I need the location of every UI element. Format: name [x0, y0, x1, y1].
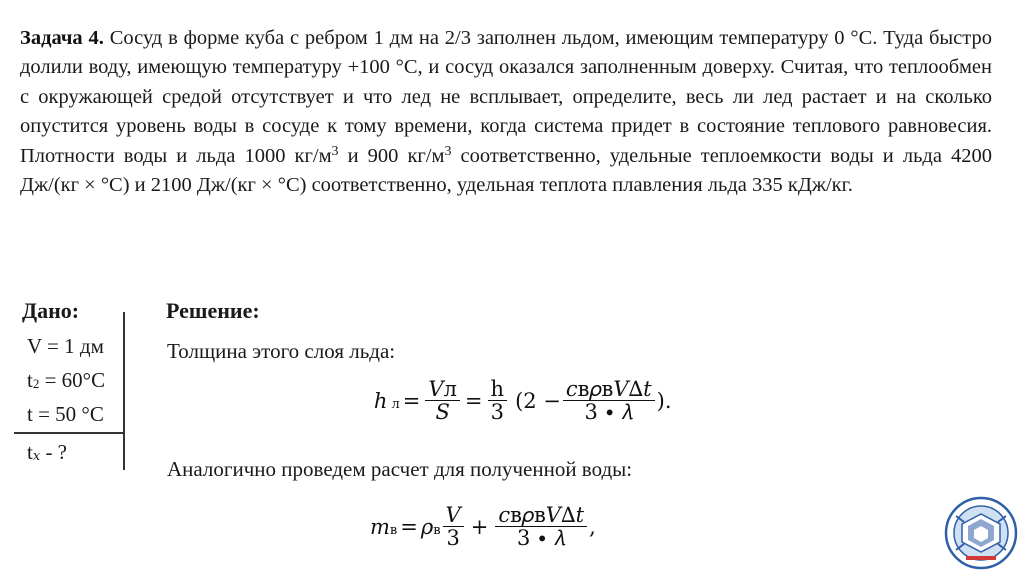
- formula-comma: ,: [589, 515, 596, 540]
- fraction-h-over-3: [488, 378, 508, 424]
- fraction-denominator: 3 ∙ 𝜆: [584, 400, 633, 425]
- rho-symbol: 𝜌: [420, 515, 434, 540]
- given-volume: V = 1 дм: [27, 334, 104, 358]
- fraction-denominator: 3 ∙ 𝜆: [516, 526, 566, 551]
- t2-subscript: 2: [32, 376, 40, 391]
- plus-sign: +: [470, 515, 489, 540]
- problem-text-b: и 900 кг/м: [338, 144, 445, 167]
- fraction-denominator: 3: [490, 400, 504, 425]
- h-symbol: ℎ: [374, 389, 388, 414]
- formula-water-mass: [370, 504, 596, 550]
- olympiad-emblem-icon: [944, 496, 1018, 570]
- fraction-v-over-3: [443, 504, 464, 550]
- fraction-numerator: h: [488, 378, 508, 401]
- given-t: t = 50 °C: [27, 402, 104, 426]
- unit-exponent: 3: [331, 143, 339, 159]
- problem-text-c: соответственно, удельные теплоемкости воды и льда 4200 Дж/(кг × °С) и 2100 Дж/(кг × °С) соответственно, удельная теплота плавления льда 335 кДж/кг.: [20, 144, 993, 197]
- problem-statement: [20, 24, 992, 200]
- rho-subscript: в: [433, 522, 441, 538]
- m-symbol: 𝑚: [370, 515, 390, 540]
- t2-base: t: [27, 368, 33, 392]
- h-subscript: л: [391, 396, 400, 412]
- unit-exponent: 3: [444, 143, 452, 159]
- given-title: Дано:: [22, 298, 80, 323]
- fraction-denominator: 𝑆: [435, 400, 450, 425]
- fraction-v-over-s: [425, 378, 460, 424]
- find-base: t: [27, 440, 33, 464]
- fraction-numerator: 𝑉: [443, 504, 464, 527]
- given-t2: [27, 368, 105, 393]
- m-subscript: в: [389, 522, 398, 538]
- t2-value: = 60°C: [39, 368, 106, 392]
- equals-sign: =: [400, 515, 418, 540]
- paren-close: ).: [656, 389, 672, 414]
- paren-open: (2 −: [515, 389, 561, 414]
- find-suffix: - ?: [40, 440, 68, 464]
- given-separator: [123, 312, 125, 470]
- given-find: [27, 440, 67, 465]
- fraction-denominator: 3: [446, 526, 460, 551]
- problem-text-a: Сосуд в форме куба с ребром 1 дм на 2/3 заполнен льдом, имеющим температуру 0 °С. Туда быстро долили воду, имеющую температуру +100 °С, и сосуд оказался заполненным доверху. Считая, что теплообмен с окружающей средой отсутствует и что лед не всплывает, определите, весь ли лед растает и на сколько опустится уровень воды в сосуде к тому времени, когда система придет в состояние теплового равновесия. Плотности воды и льда 1000 кг/м: [20, 27, 992, 167]
- formula-ice-thickness: [374, 378, 672, 424]
- fraction-numerator: 𝑐в𝜌в𝑉∆𝑡: [495, 504, 587, 527]
- find-subscript: 𝑥: [32, 448, 41, 463]
- solution-title: Решение:: [166, 298, 260, 323]
- solution-text-ice: Толщина этого слоя льда:: [167, 339, 396, 363]
- equals-sign: =: [464, 389, 483, 414]
- fraction-numerator: 𝑉л: [425, 378, 460, 401]
- solution-text-water: Аналогично проведем расчет для полученной воды:: [167, 457, 633, 481]
- problem-label: Задача 4.: [20, 27, 104, 49]
- fraction-heat-term: [563, 378, 655, 424]
- given-divider: [14, 432, 124, 434]
- fraction-numerator: 𝑐в𝜌в𝑉∆𝑡: [563, 378, 655, 401]
- equals-sign: =: [402, 389, 421, 414]
- fraction-heat-term: [495, 504, 587, 550]
